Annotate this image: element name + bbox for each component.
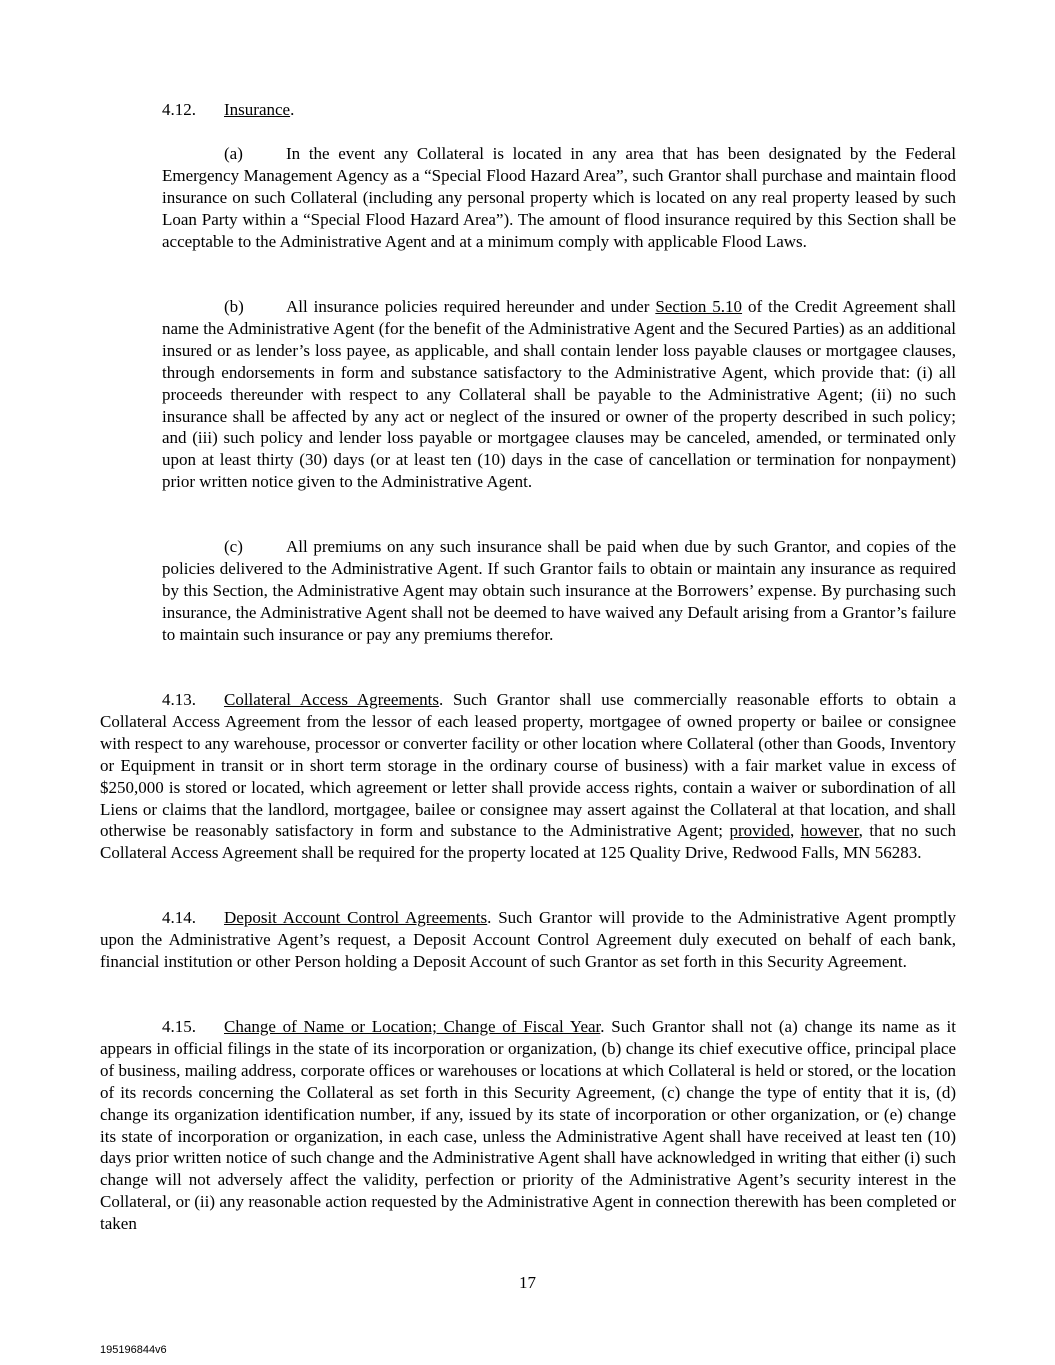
section-number: 4.13. bbox=[162, 690, 196, 709]
section-number: 4.12. bbox=[162, 100, 196, 119]
section-number: 4.15. bbox=[162, 1017, 196, 1036]
section-4-12-b: (b) All insurance policies required hereunder and under Section 5.10 of the Credit Agreement shall name the Administrative Agent (for the benefit of the Administrative Agent and the Secured Parties) as an additional insured or as lender’s loss payee, as applicable, and shall contain lender loss payable clauses or mortgagee clauses, through endorsements in form and substance satisfactory to the Administrative Agent, which provide that: (i) all proceeds thereunder with respect to any Collateral shall be payable to the Administrative Agent; (ii) no such insurance shall be affected by any act or neglect of the insured or owner of the property described in such policy; and (iii) such policy and lender loss payable or mortgagee clauses may be canceled, amended, or terminated only upon at least thirty (30) days (or at least ten (10) days in the case of cancellation or termination for nonpayment) prior written notice given to the Administrative Agent. bbox=[162, 297, 956, 492]
clause-text: In the event any Collateral is located in any area that has been designated by the Federal Emergency Management Agency as a “Special Flood Hazard Area”, such Grantor shall purchase and maintain flood insurance on such Collateral (including any personal property which is located on any real property leased by such Loan Party within a “Special Flood Hazard Area”). The amount of flood insurance required by this Section shall be acceptable to the Administrative Agent and at a minimum comply with applicable Flood Laws. bbox=[162, 144, 956, 251]
section-title: Collateral Access Agreements bbox=[224, 690, 439, 709]
section-4-13: 4.13. Collateral Access Agreements. Such Grantor shall use commercially reasonable efforts to obtain a Collateral Access Agreement from the lessor of each leased property, mortgagee of owned property or bailee or consignee with respect to any warehouse, processor or converter facility or other location where Collateral (other than Goods, Inventory or Equipment in transit or in short term storage in the ordinary course of business) with a fair market value in excess of $250,000 is stored or located, which agreement or letter shall provide access rights, contain a waiver or subordination of all Liens or claims that the landlord, mortgagee, bailee or consignee may assert against the Collateral at that location, and shall otherwise be reasonably satisfactory in form and substance to the Administrative Agent; provided, however, that no such Collateral Access Agreement shall be required for the property located at 125 Quality Drive, Redwood Falls, MN 56283. bbox=[100, 690, 957, 863]
section-title: Deposit Account Control Agreements bbox=[224, 908, 488, 927]
section-title: Change of Name or Location; Change of Fiscal Year bbox=[224, 1017, 601, 1036]
clause-label: (b) bbox=[224, 297, 244, 316]
document-id: 195196844v6 bbox=[100, 1344, 167, 1356]
page-number: 17 bbox=[519, 1273, 536, 1292]
section-4-12-c bbox=[162, 536, 956, 646]
section-4-15: 4.15. Change of Name or Location; Change of Fiscal Year. Such Grantor shall not (a) change its name as it appears in official filings in the state of its incorporation or organization, (b) change its chief executive office, principal place of business, mailing address, corporate offices or warehouses or locations at which Collateral is held or stored, or the location of its records concerning the Collateral as set forth in this Security Agreement, (c) change the type of entity that it is, (d) change its organization identification number, if any, issued by its state of incorporation or other organization, or (e) change its state of incorporation or organization, in each case, unless the Administrative Agent shall have received at least ten (10) days prior written notice of such change and the Administrative Agent shall have acknowledged in writing that either (i) such change will not adversely affect the validity, perfection or priority of the Administrative Agent’s security interest in the Collateral, or (ii) any reasonable action requested by the Administrative Agent in connection therewith has been completed or taken bbox=[100, 1017, 956, 1234]
clause-label: (a) bbox=[224, 144, 243, 163]
section-4-12-heading: 4.12. Insurance. bbox=[162, 100, 295, 119]
section-4-14: 4.14. Deposit Account Control Agreements. Such Grantor will provide to the Administrative Agent promptly upon the Administrative Agent’s request, a Deposit Account Control Agreement duly executed on behalf of each bank, financial institution or other Person holding a Deposit Account of such Grantor as set forth in this Security Agreement. bbox=[100, 908, 957, 971]
section-title: Insurance bbox=[224, 100, 291, 119]
cross-reference: Section 5.10 bbox=[655, 297, 743, 316]
clause-text: All premiums on any such insurance shall be paid when due by such Grantor, and copies of the policies delivered to the Administrative Agent. If such Grantor fails to obtain or maintain any insurance as required by this Section, the Administrative Agent may obtain such insurance at the Borrowers’ expense. By purchasing such insurance, the Administrative Agent shall not be deemed to have waived any Default arising from a Grantor’s failure to maintain such insurance or pay any premiums therefor. bbox=[162, 537, 956, 644]
section-4-12-a bbox=[162, 143, 956, 253]
clause-label: (c) bbox=[224, 537, 243, 556]
section-number: 4.14. bbox=[162, 908, 196, 927]
